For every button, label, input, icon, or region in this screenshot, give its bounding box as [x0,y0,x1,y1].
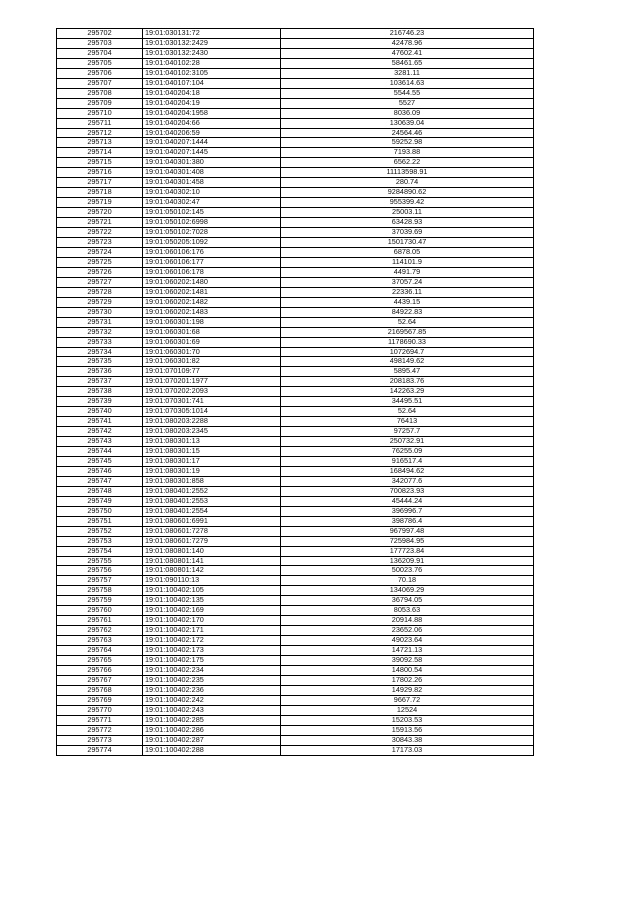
row-number-cell: 295756 [57,566,143,576]
value-cell: 250732.91 [281,437,534,447]
row-number-cell: 295726 [57,267,143,277]
cadastral-number-cell: 19:01:030132:2429 [143,38,281,48]
cadastral-number-cell: 19:01:040204:19 [143,98,281,108]
table-row [57,486,534,496]
value-cell: 17802.26 [281,675,534,685]
row-number-cell: 295747 [57,476,143,486]
cadastral-number-cell: 19:01:060106:177 [143,257,281,267]
row-number-cell: 295716 [57,168,143,178]
value-cell: 11113598.91 [281,168,534,178]
row-number-cell: 295761 [57,616,143,626]
table-row [57,88,534,98]
value-cell: 45444.24 [281,496,534,506]
cadastral-number-cell: 19:01:080401:2552 [143,486,281,496]
value-cell: 15203.53 [281,715,534,725]
cadastral-number-cell: 19:01:100402:135 [143,596,281,606]
row-number-cell: 295738 [57,387,143,397]
table-row [57,218,534,228]
row-number-cell: 295754 [57,546,143,556]
table-body [57,29,534,756]
row-number-cell: 295702 [57,29,143,39]
row-number-cell: 295750 [57,506,143,516]
value-cell: 967997.48 [281,526,534,536]
row-number-cell: 295757 [57,576,143,586]
cadastral-number-cell: 19:01:080301:17 [143,456,281,466]
row-number-cell: 295743 [57,437,143,447]
value-cell: 34495.51 [281,397,534,407]
value-cell: 136209.91 [281,556,534,566]
table-row [57,566,534,576]
table-row [57,636,534,646]
cadastral-number-cell: 19:01:030131:72 [143,29,281,39]
table-row [57,576,534,586]
value-cell: 142263.29 [281,387,534,397]
table-row [57,48,534,58]
cadastral-number-cell: 19:01:040207:1444 [143,138,281,148]
table-row [57,128,534,138]
table-row [57,715,534,725]
row-number-cell: 295773 [57,735,143,745]
cadastral-number-cell: 19:01:040204:18 [143,88,281,98]
value-cell: 5895.47 [281,367,534,377]
cadastral-number-cell: 19:01:040206:59 [143,128,281,138]
cadastral-number-cell: 19:01:040301:458 [143,178,281,188]
row-number-cell: 295729 [57,297,143,307]
table-row [57,287,534,297]
row-number-cell: 295727 [57,277,143,287]
value-cell: 725984.95 [281,536,534,546]
row-number-cell: 295746 [57,466,143,476]
row-number-cell: 295752 [57,526,143,536]
row-number-cell: 295719 [57,198,143,208]
cadastral-number-cell: 19:01:080301:19 [143,466,281,476]
table-row [57,675,534,685]
row-number-cell: 295711 [57,118,143,128]
value-cell: 36794.05 [281,596,534,606]
value-cell: 2169567.85 [281,327,534,337]
table-row [57,526,534,536]
table-row [57,646,534,656]
row-number-cell: 295742 [57,427,143,437]
table-row [57,387,534,397]
row-number-cell: 295724 [57,247,143,257]
value-cell: 37057.24 [281,277,534,287]
table-row [57,327,534,337]
value-cell: 4439.15 [281,297,534,307]
value-cell: 50023.76 [281,566,534,576]
row-number-cell: 295739 [57,397,143,407]
cadastral-number-cell: 19:01:100402:288 [143,745,281,755]
cadastral-number-cell: 19:01:080401:2554 [143,506,281,516]
value-cell: 58461.65 [281,58,534,68]
cadastral-number-cell: 19:01:060301:68 [143,327,281,337]
value-cell: 24564.46 [281,128,534,138]
table-row [57,447,534,457]
table-row [57,317,534,327]
cadastral-number-cell: 19:01:070305:1014 [143,407,281,417]
value-cell: 130639.04 [281,118,534,128]
value-cell: 23652.06 [281,626,534,636]
table-row [57,536,534,546]
cadastral-number-cell: 19:01:080801:140 [143,546,281,556]
table-row [57,297,534,307]
cadastral-number-cell: 19:01:060202:1480 [143,277,281,287]
cadastral-number-cell: 19:01:040204:66 [143,118,281,128]
cadastral-number-cell: 19:01:100402:172 [143,636,281,646]
cadastral-number-cell: 19:01:100402:235 [143,675,281,685]
row-number-cell: 295774 [57,745,143,755]
row-number-cell: 295758 [57,586,143,596]
table-row [57,138,534,148]
row-number-cell: 295718 [57,188,143,198]
value-cell: 498149.62 [281,357,534,367]
cadastral-number-cell: 19:01:060202:1483 [143,307,281,317]
table-row [57,188,534,198]
table-row [57,58,534,68]
cadastral-number-cell: 19:01:100402:173 [143,646,281,656]
table-row [57,377,534,387]
cadastral-number-cell: 19:01:060301:198 [143,317,281,327]
value-cell: 76413 [281,417,534,427]
table-row [57,427,534,437]
table-row [57,417,534,427]
row-number-cell: 295769 [57,695,143,705]
cadastral-number-cell: 19:01:080203:2345 [143,427,281,437]
cadastral-number-cell: 19:01:100402:171 [143,626,281,636]
cadastral-number-cell: 19:01:100402:242 [143,695,281,705]
value-cell: 342077.6 [281,476,534,486]
table-row [57,247,534,257]
row-number-cell: 295766 [57,666,143,676]
value-cell: 42478.96 [281,38,534,48]
table-row [57,437,534,447]
value-cell: 14800.54 [281,666,534,676]
table-row [57,685,534,695]
value-cell: 9667.72 [281,695,534,705]
cadastral-number-cell: 19:01:100402:175 [143,656,281,666]
row-number-cell: 295709 [57,98,143,108]
table-row [57,238,534,248]
value-cell: 216746.23 [281,29,534,39]
row-number-cell: 295705 [57,58,143,68]
cadastral-number-cell: 19:01:080301:15 [143,447,281,457]
value-cell: 12524 [281,705,534,715]
table-row [57,516,534,526]
value-cell: 3281.11 [281,68,534,78]
value-cell: 22336.11 [281,287,534,297]
value-cell: 5527 [281,98,534,108]
row-number-cell: 295731 [57,317,143,327]
value-cell: 30843.38 [281,735,534,745]
row-number-cell: 295723 [57,238,143,248]
value-cell: 97257.7 [281,427,534,437]
row-number-cell: 295764 [57,646,143,656]
cadastral-number-cell: 19:01:060202:1481 [143,287,281,297]
table-row [57,257,534,267]
cadastral-number-cell: 19:01:040102:28 [143,58,281,68]
cadastral-number-cell: 19:01:100402:234 [143,666,281,676]
cadastral-number-cell: 19:01:060202:1482 [143,297,281,307]
row-number-cell: 295730 [57,307,143,317]
cadastral-number-cell: 19:01:100402:105 [143,586,281,596]
value-cell: 5544.55 [281,88,534,98]
row-number-cell: 295768 [57,685,143,695]
row-number-cell: 295732 [57,327,143,337]
table-row [57,198,534,208]
cadastral-number-cell: 19:01:040207:1445 [143,148,281,158]
value-cell: 103614.63 [281,78,534,88]
value-cell: 6878.05 [281,247,534,257]
value-cell: 20914.88 [281,616,534,626]
cadastral-number-cell: 19:01:080601:7278 [143,526,281,536]
table-row [57,476,534,486]
row-number-cell: 295771 [57,715,143,725]
row-number-cell: 295734 [57,347,143,357]
value-cell: 15913.56 [281,725,534,735]
table-row [57,367,534,377]
value-cell: 916517.4 [281,456,534,466]
cadastral-number-cell: 19:01:050102:145 [143,208,281,218]
table-row [57,407,534,417]
table-row [57,496,534,506]
value-cell: 208183.76 [281,377,534,387]
value-cell: 700823.93 [281,486,534,496]
cadastral-number-cell: 19:01:050205:1092 [143,238,281,248]
table-row [57,616,534,626]
value-cell: 14929.82 [281,685,534,695]
cadastral-number-cell: 19:01:040102:3105 [143,68,281,78]
table-row [57,208,534,218]
value-cell: 398786.4 [281,516,534,526]
value-cell: 1178690.33 [281,337,534,347]
table-row [57,506,534,516]
value-cell: 1501730.47 [281,238,534,248]
value-cell: 70.18 [281,576,534,586]
value-cell: 49023.64 [281,636,534,646]
table-row [57,148,534,158]
value-cell: 25003.11 [281,208,534,218]
row-number-cell: 295770 [57,705,143,715]
cadastral-number-cell: 19:01:080601:7279 [143,536,281,546]
value-cell: 52.64 [281,407,534,417]
table-row [57,586,534,596]
value-cell: 9284890.62 [281,188,534,198]
table-row [57,267,534,277]
row-number-cell: 295737 [57,377,143,387]
value-cell: 6562.22 [281,158,534,168]
cadastral-number-cell: 19:01:100402:285 [143,715,281,725]
table-row [57,178,534,188]
value-cell: 1072694.7 [281,347,534,357]
row-number-cell: 295706 [57,68,143,78]
row-number-cell: 295725 [57,257,143,267]
cadastral-number-cell: 19:01:040301:408 [143,168,281,178]
value-cell: 4491.79 [281,267,534,277]
table-row [57,725,534,735]
cadastral-number-cell: 19:01:060301:82 [143,357,281,367]
table-row [57,596,534,606]
row-number-cell: 295735 [57,357,143,367]
row-number-cell: 295745 [57,456,143,466]
table-row [57,606,534,616]
table-row [57,546,534,556]
value-cell: 37039.69 [281,228,534,238]
row-number-cell: 295722 [57,228,143,238]
row-number-cell: 295767 [57,675,143,685]
row-number-cell: 295713 [57,138,143,148]
row-number-cell: 295749 [57,496,143,506]
value-cell: 280.74 [281,178,534,188]
value-cell: 8053.63 [281,606,534,616]
cadastral-number-cell: 19:01:080801:142 [143,566,281,576]
cadastral-number-cell: 19:01:040302:47 [143,198,281,208]
table-row [57,307,534,317]
table-row [57,108,534,118]
row-number-cell: 295721 [57,218,143,228]
row-number-cell: 295710 [57,108,143,118]
row-number-cell: 295762 [57,626,143,636]
table-row [57,228,534,238]
cadastral-number-cell: 19:01:060106:178 [143,267,281,277]
table-row [57,695,534,705]
table-row [57,556,534,566]
cadastral-number-cell: 19:01:040107:104 [143,78,281,88]
cadastral-number-cell: 19:01:070109:77 [143,367,281,377]
cadastral-number-cell: 19:01:090110:13 [143,576,281,586]
table-row [57,626,534,636]
table-row [57,68,534,78]
row-number-cell: 295712 [57,128,143,138]
table-row [57,466,534,476]
row-number-cell: 295720 [57,208,143,218]
cadastral-number-cell: 19:01:040204:1958 [143,108,281,118]
table-row [57,29,534,39]
cadastral-number-cell: 19:01:050102:6998 [143,218,281,228]
row-number-cell: 295753 [57,536,143,546]
table-row [57,656,534,666]
cadastral-number-cell: 19:01:100402:170 [143,616,281,626]
cadastral-number-cell: 19:01:100402:286 [143,725,281,735]
table-row [57,277,534,287]
cadastral-number-cell: 19:01:100402:236 [143,685,281,695]
value-cell: 168494.62 [281,466,534,476]
cadastral-number-cell: 19:01:100402:169 [143,606,281,616]
table-row [57,118,534,128]
table-row [57,337,534,347]
cadastral-number-cell: 19:01:080301:858 [143,476,281,486]
cadastral-number-cell: 19:01:100402:287 [143,735,281,745]
cadastral-number-cell: 19:01:060106:176 [143,247,281,257]
row-number-cell: 295763 [57,636,143,646]
value-cell: 7193.88 [281,148,534,158]
value-cell: 396996.7 [281,506,534,516]
data-table [56,28,534,756]
row-number-cell: 295703 [57,38,143,48]
cadastral-number-cell: 19:01:080401:2553 [143,496,281,506]
row-number-cell: 295748 [57,486,143,496]
row-number-cell: 295755 [57,556,143,566]
cadastral-number-cell: 19:01:040302:10 [143,188,281,198]
row-number-cell: 295733 [57,337,143,347]
cadastral-number-cell: 19:01:080301:13 [143,437,281,447]
cadastral-number-cell: 19:01:080203:2288 [143,417,281,427]
row-number-cell: 295760 [57,606,143,616]
table-row [57,78,534,88]
cadastral-number-cell: 19:01:080601:6991 [143,516,281,526]
cadastral-number-cell: 19:01:080801:141 [143,556,281,566]
value-cell: 8036.09 [281,108,534,118]
table-row [57,38,534,48]
value-cell: 39092.58 [281,656,534,666]
row-number-cell: 295715 [57,158,143,168]
table-row [57,666,534,676]
row-number-cell: 295751 [57,516,143,526]
value-cell: 114101.9 [281,257,534,267]
row-number-cell: 295759 [57,596,143,606]
row-number-cell: 295717 [57,178,143,188]
table-row [57,347,534,357]
cadastral-number-cell: 19:01:100402:243 [143,705,281,715]
table-row [57,456,534,466]
value-cell: 17173.03 [281,745,534,755]
row-number-cell: 295704 [57,48,143,58]
value-cell: 63428.93 [281,218,534,228]
table-row [57,735,534,745]
value-cell: 134069.29 [281,586,534,596]
row-number-cell: 295765 [57,656,143,666]
cadastral-number-cell: 19:01:070201:1977 [143,377,281,387]
cadastral-number-cell: 19:01:070301:741 [143,397,281,407]
row-number-cell: 295728 [57,287,143,297]
row-number-cell: 295772 [57,725,143,735]
cadastral-number-cell: 19:01:040301:380 [143,158,281,168]
row-number-cell: 295736 [57,367,143,377]
table-row [57,357,534,367]
table-row [57,705,534,715]
value-cell: 84922.83 [281,307,534,317]
row-number-cell: 295740 [57,407,143,417]
row-number-cell: 295744 [57,447,143,457]
table-row [57,745,534,755]
table-row [57,168,534,178]
value-cell: 76255.09 [281,447,534,457]
row-number-cell: 295708 [57,88,143,98]
value-cell: 177723.84 [281,546,534,556]
cadastral-number-cell: 19:01:070202:2093 [143,387,281,397]
value-cell: 47602.41 [281,48,534,58]
value-cell: 52.64 [281,317,534,327]
cadastral-number-cell: 19:01:050102:7028 [143,228,281,238]
cadastral-number-cell: 19:01:060301:70 [143,347,281,357]
row-number-cell: 295707 [57,78,143,88]
cadastral-number-cell: 19:01:030132:2430 [143,48,281,58]
table-row [57,98,534,108]
cadastral-number-cell: 19:01:060301:69 [143,337,281,347]
value-cell: 955399.42 [281,198,534,208]
table-row [57,397,534,407]
value-cell: 14721.13 [281,646,534,656]
table-row [57,158,534,168]
row-number-cell: 295714 [57,148,143,158]
row-number-cell: 295741 [57,417,143,427]
value-cell: 59252.98 [281,138,534,148]
